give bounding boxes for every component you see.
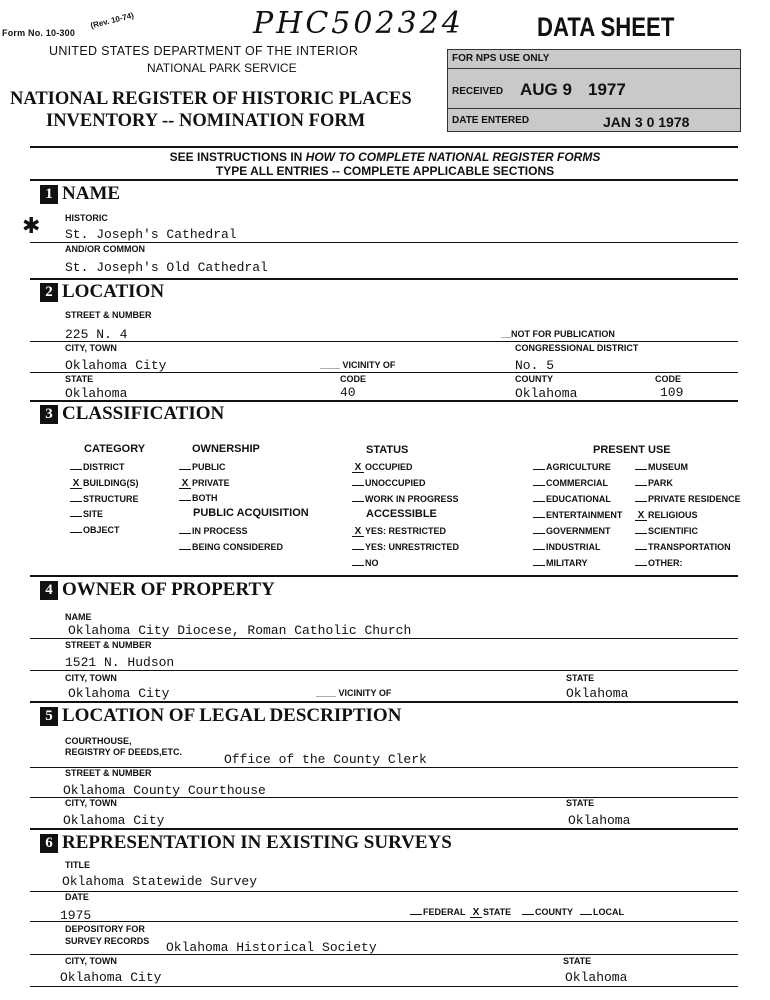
checkbox-label: STATE — [483, 907, 512, 917]
checkbox-mark — [635, 565, 647, 566]
survey-state-value: Oklahoma — [565, 970, 628, 985]
checkbox-option[interactable] — [352, 526, 446, 537]
entered-date: JAN 3 0 1978 — [603, 114, 690, 130]
status-heading: STATUS — [366, 444, 409, 456]
survey-level-option[interactable] — [410, 907, 466, 917]
checkbox-mark — [533, 565, 545, 566]
owner-street-label: STREET & NUMBER — [65, 640, 152, 650]
checkbox-label: FEDERAL — [423, 907, 466, 917]
checkbox-mark — [635, 485, 647, 486]
checkbox-label: SITE — [83, 509, 104, 520]
checkbox-option[interactable] — [635, 462, 688, 472]
survey-records-label: SURVEY RECORDS — [65, 936, 150, 946]
survey-date-value: 1975 — [60, 908, 92, 923]
owner-name-value: Oklahoma City Diocese, Roman Catholic Church — [68, 623, 412, 638]
legal-state-value: Oklahoma — [568, 813, 631, 828]
state-value: Oklahoma — [65, 386, 128, 401]
checkbox-mark — [635, 469, 647, 470]
checkbox-mark — [179, 500, 191, 501]
checkbox-label: COUNTY — [535, 907, 573, 917]
checkbox-label: OTHER: — [648, 558, 683, 568]
checkbox-option[interactable] — [533, 542, 601, 552]
checkbox-label: NO — [365, 558, 379, 568]
checkbox-label: BUILDING(S) — [83, 477, 139, 488]
section-number: 2 — [40, 283, 58, 302]
checkbox-label: RELIGIOUS — [648, 510, 698, 520]
checkbox-mark — [179, 549, 191, 550]
nps-heading: FOR NPS USE ONLY — [452, 53, 550, 64]
asterisk-mark: ✱ — [22, 213, 41, 238]
section-number: 3 — [40, 405, 58, 424]
checkbox-label: STRUCTURE — [83, 493, 139, 504]
checkbox-option[interactable] — [533, 558, 588, 568]
section-title-classification: CLASSIFICATION — [62, 403, 225, 424]
checkbox-mark — [352, 549, 364, 550]
code2-value: 109 — [660, 385, 684, 400]
checkbox-option[interactable] — [352, 494, 459, 504]
county-value: Oklahoma — [515, 386, 578, 401]
checkbox-option[interactable] — [352, 558, 379, 568]
legal-city-value: Oklahoma City — [63, 813, 165, 828]
checkbox-option[interactable] — [635, 478, 673, 488]
not-for-publication: __NOT FOR PUBLICATION — [501, 329, 615, 339]
historic-label: HISTORIC — [65, 213, 108, 223]
checkbox-label: IN PROCESS — [192, 526, 248, 536]
ownership-heading: OWNERSHIP — [192, 443, 260, 455]
checkbox-option[interactable] — [179, 478, 230, 489]
district-value: No. 5 — [515, 358, 555, 373]
present-use-heading: PRESENT USE — [593, 444, 671, 456]
data-sheet-stamp: DATA SHEET — [537, 12, 675, 42]
checkbox-mark: X — [352, 527, 364, 537]
checkbox-label: PRIVATE RESIDENCE — [648, 494, 741, 504]
checkbox-label: INDUSTRIAL — [546, 542, 601, 552]
legal-street-value: Oklahoma County Courthouse — [63, 783, 266, 798]
checkbox-label: GOVERNMENT — [546, 526, 611, 536]
owner-city-value: Oklahoma City — [68, 686, 170, 701]
checkbox-option[interactable] — [70, 494, 139, 504]
form-number: Form No. 10-300 — [2, 28, 76, 38]
county-label: COUNTY — [515, 374, 553, 384]
checkbox-label: BOTH — [192, 493, 218, 503]
survey-level-option[interactable] — [470, 907, 511, 918]
checkbox-mark — [70, 501, 82, 502]
accessible-heading: ACCESSIBLE — [366, 508, 437, 520]
section-title-name: NAME — [62, 183, 121, 204]
survey-state-label: STATE — [563, 956, 592, 966]
owner-city-label: CITY, TOWN — [65, 673, 117, 683]
service-name: NATIONAL PARK SERVICE — [147, 61, 297, 75]
checkbox-mark — [179, 469, 191, 470]
checkbox-label: BEING CONSIDERED — [192, 541, 284, 552]
checkbox-option[interactable] — [635, 558, 683, 568]
checkbox-label: TRANSPORTATION — [648, 542, 731, 552]
vicinity-of: ____ VICINITY OF — [320, 360, 396, 370]
nps-use-box — [447, 49, 741, 132]
city-value: Oklahoma City — [65, 358, 167, 373]
checkbox-label: UNOCCUPIED — [365, 478, 426, 488]
courthouse-value: Office of the County Clerk — [224, 752, 427, 767]
checkbox-option[interactable] — [179, 542, 283, 552]
checkbox-mark — [70, 516, 82, 517]
owner-vicinity-of: ____ VICINITY OF — [316, 688, 392, 698]
checkbox-option[interactable] — [352, 542, 459, 552]
checkbox-label: YES: UNRESTRICTED — [365, 542, 460, 552]
section-number: 6 — [40, 834, 58, 853]
checkbox-mark: X — [352, 463, 364, 473]
checkbox-label: OCCUPIED — [365, 462, 413, 472]
section-title-legal-description: LOCATION OF LEGAL DESCRIPTION — [62, 705, 402, 726]
checkbox-label: EDUCATIONAL — [546, 494, 611, 504]
survey-city-label: CITY, TOWN — [65, 956, 117, 966]
acquisition-heading: PUBLIC ACQUISITION — [193, 507, 309, 519]
form-revision: (Rev. 10-74) — [89, 10, 135, 31]
checkbox-mark — [533, 549, 545, 550]
checkbox-mark — [70, 532, 82, 533]
received-date: AUG 9 — [520, 80, 572, 99]
depository-value: Oklahoma Historical Society — [166, 940, 377, 955]
courthouse-label: COURTHOUSE, — [65, 736, 132, 746]
category-heading: CATEGORY — [84, 443, 146, 455]
congressional-district-label: CONGRESSIONAL DISTRICT — [515, 343, 639, 353]
street-label: STREET & NUMBER — [65, 310, 152, 320]
checkbox-label: PRIVATE — [192, 477, 230, 488]
survey-title-label: TITLE — [65, 860, 90, 870]
checkbox-label: COMMERCIAL — [546, 478, 608, 488]
street-value: 225 N. 4 — [65, 327, 128, 342]
checkbox-mark — [179, 533, 191, 534]
checkbox-mark — [635, 549, 647, 550]
handwritten-id: PHC502324 — [253, 6, 464, 41]
section-number: 4 — [40, 581, 58, 600]
header-divider — [30, 146, 738, 148]
checkbox-option[interactable] — [533, 462, 611, 472]
checkbox-option[interactable] — [635, 526, 698, 536]
checkbox-label: MILITARY — [546, 558, 588, 568]
checkbox-mark: X — [70, 479, 82, 489]
survey-date-label: DATE — [65, 892, 89, 902]
common-label: AND/OR COMMON — [65, 244, 145, 254]
checkbox-option[interactable] — [179, 462, 226, 472]
checkbox-mark — [522, 914, 534, 915]
checkbox-mark — [635, 533, 647, 534]
checkbox-label: YES: RESTRICTED — [365, 526, 447, 536]
owner-street-value: 1521 N. Hudson — [65, 655, 175, 670]
survey-level-option[interactable] — [522, 907, 573, 917]
checkbox-label: ENTERTAINMENT — [546, 510, 623, 520]
checkbox-option[interactable] — [352, 478, 426, 488]
checkbox-mark — [70, 469, 82, 470]
checkbox-mark — [410, 914, 422, 915]
common-value: St. Joseph's Old Cathedral — [65, 260, 268, 275]
legal-street-label: STREET & NUMBER — [65, 768, 152, 778]
checkbox-option[interactable] — [70, 462, 125, 472]
checkbox-label: OBJECT — [83, 525, 120, 536]
depository-label: DEPOSITORY FOR — [65, 924, 145, 934]
checkbox-option[interactable] — [70, 525, 120, 535]
checkbox-option[interactable] — [533, 478, 608, 488]
checkbox-mark — [352, 565, 364, 566]
checkbox-mark — [352, 501, 364, 502]
checkbox-label: WORK IN PROGRESS — [365, 494, 459, 504]
checkbox-option[interactable] — [352, 462, 413, 473]
department-name: UNITED STATES DEPARTMENT OF THE INTERIOR — [49, 44, 359, 58]
city-label: CITY, TOWN — [65, 343, 117, 353]
checkbox-mark: X — [179, 479, 191, 489]
survey-level-option[interactable] — [580, 907, 624, 917]
checkbox-mark — [533, 517, 545, 518]
code-label: CODE — [340, 374, 367, 384]
legal-state-label: STATE — [566, 798, 595, 808]
state-label: STATE — [65, 374, 94, 384]
owner-state-value: Oklahoma — [566, 686, 629, 701]
checkbox-mark — [580, 914, 592, 915]
form-title-line-2: INVENTORY -- NOMINATION FORM — [46, 111, 366, 131]
checkbox-option[interactable] — [635, 494, 741, 504]
checkbox-label: MUSEUM — [648, 462, 688, 472]
instructions-divider — [30, 179, 738, 181]
entered-label: DATE ENTERED — [452, 115, 530, 126]
owner-state-label: STATE — [566, 673, 595, 683]
checkbox-mark — [533, 501, 545, 502]
checkbox-option[interactable] — [179, 526, 248, 536]
instructions-line-1: SEE INSTRUCTIONS IN HOW TO COMPLETE NATIONAL REGISTER FORMS — [169, 150, 601, 164]
checkbox-option[interactable] — [179, 493, 218, 503]
registry-label: REGISTRY OF DEEDS,ETC. — [65, 747, 183, 757]
section-title-owner: OWNER OF PROPERTY — [62, 579, 275, 600]
checkbox-mark: X — [635, 511, 647, 521]
checkbox-option[interactable] — [533, 494, 611, 504]
survey-city-value: Oklahoma City — [60, 970, 162, 985]
owner-name-label: NAME — [65, 612, 92, 622]
legal-city-label: CITY, TOWN — [65, 798, 117, 808]
checkbox-label: SCIENTIFIC — [648, 526, 699, 536]
code2-label: CODE — [655, 374, 682, 384]
checkbox-option[interactable] — [533, 510, 622, 520]
checkbox-label: DISTRICT — [83, 462, 125, 472]
received-label: RECEIVED — [452, 86, 504, 97]
checkbox-label: PARK — [648, 478, 673, 488]
checkbox-mark — [533, 533, 545, 534]
checkbox-label: PUBLIC — [192, 462, 226, 472]
instructions-line-2: TYPE ALL ENTRIES -- COMPLETE APPLICABLE SECTIONS — [215, 164, 555, 178]
checkbox-option[interactable] — [70, 509, 103, 519]
checkbox-mark — [352, 485, 364, 486]
checkbox-label: LOCAL — [593, 907, 624, 917]
checkbox-mark: X — [470, 908, 482, 918]
section-number: 5 — [40, 707, 58, 726]
checkbox-mark — [533, 469, 545, 470]
historic-value: St. Joseph's Cathedral — [65, 227, 237, 242]
survey-title-value: Oklahoma Statewide Survey — [62, 874, 258, 889]
code-value: 40 — [340, 385, 356, 400]
checkbox-option[interactable] — [635, 510, 698, 521]
section-title-surveys: REPRESENTATION IN EXISTING SURVEYS — [62, 832, 452, 853]
checkbox-mark — [635, 501, 647, 502]
checkbox-option[interactable] — [533, 526, 611, 536]
section-number: 1 — [40, 185, 58, 204]
section-title-location: LOCATION — [62, 281, 165, 302]
form-title-line-1: NATIONAL REGISTER OF HISTORIC PLACES — [10, 89, 412, 109]
checkbox-option[interactable] — [70, 478, 139, 489]
checkbox-mark — [533, 485, 545, 486]
checkbox-option[interactable] — [635, 542, 731, 552]
received-year: 1977 — [588, 80, 626, 99]
checkbox-label: AGRICULTURE — [546, 462, 611, 472]
